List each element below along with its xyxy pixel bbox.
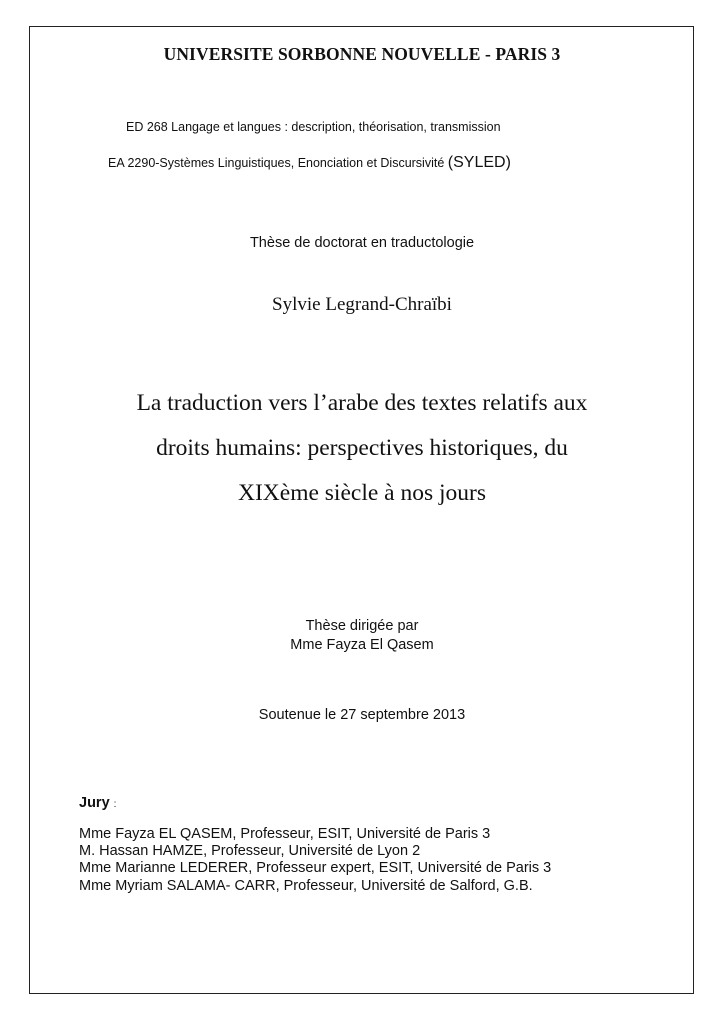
thesis-title-line: droits humains: perspectives historiques, du (156, 435, 568, 461)
university-name: UNIVERSITE SORBONNE NOUVELLE - PARIS 3 (163, 44, 561, 64)
thesis-title-line: La traduction vers l’arabe des textes relatifs aux (136, 390, 588, 416)
thesis-director: Mme Fayza El Qasem (290, 637, 434, 653)
thesis-title-line: XIXème siècle à nos jours (238, 480, 486, 506)
thesis-author: Sylvie Legrand-Chraïbi (272, 294, 452, 315)
jury-member: Mme Fayza EL QASEM, Professeur, ESIT, Université de Paris 3 (79, 826, 491, 842)
thesis-type: Thèse de doctorat en traductologie (249, 235, 475, 251)
jury-label: Jury (79, 795, 110, 811)
doctoral-school: ED 268 Langage et langues : description, théorisation, transmission (126, 120, 501, 134)
jury-member: Mme Myriam SALAMA- CARR, Professeur, Université de Salford, G.B. (79, 877, 533, 894)
jury-member: M. Hassan HAMZE, Professeur, Université de Lyon 2 (79, 843, 421, 860)
defense-date: Soutenue le 27 septembre 2013 (258, 707, 466, 723)
thesis-title (0, 381, 724, 516)
jury-heading (79, 795, 116, 811)
jury-list (79, 826, 551, 895)
jury-colon: : (113, 799, 117, 810)
research-unit-name: EA 2290-Systèmes Linguistiques, Enonciation et Discursivité (108, 156, 445, 170)
directed-label: Thèse dirigée par (305, 618, 419, 634)
jury-member: Mme Marianne LEDERER, Professeur expert, ESIT, Université de Paris 3 (79, 860, 552, 877)
research-unit-acronym: (SYLED) (447, 154, 511, 171)
thesis-direction (0, 617, 724, 655)
research-unit (108, 154, 511, 172)
